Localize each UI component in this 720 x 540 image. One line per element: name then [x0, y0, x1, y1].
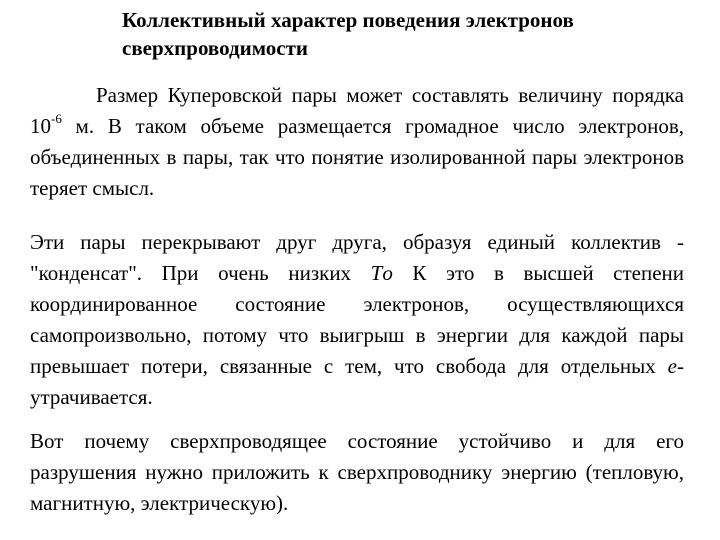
paragraph-cooper-pair-size [30, 80, 684, 204]
paragraph2-text-a: Эти пары перекрывают друг друга, образуя единый коллектив - "конденсат". При очень низких [30, 230, 684, 285]
paragraph-stability: Вот почему сверхпроводящее состояние устойчиво и для его разрушения нужно приложить к сверхпроводнику энергию (тепловую, магнитную, электрическую). [30, 429, 684, 515]
paragraph1-text-a: Размер Куперовской пары может составлять величину порядка 10 [30, 83, 684, 138]
temperature-symbol: Tо [370, 261, 393, 285]
paragraph-condensate [30, 227, 684, 413]
paragraph2-text-b: К это в высшей степени координированное состояние электронов, осуществляющихся самопроизвольно, потому что выигрыш в энергии для каждой пары превышает потери, связанные с тем, что свобода для отдельных [30, 261, 684, 378]
paragraph2-text-c: - утрачивается. [30, 354, 684, 409]
title-line-2: сверхпроводимости [122, 36, 308, 60]
title-line-1: Коллективный характер поведения электронов [122, 8, 574, 32]
slide-title [122, 6, 682, 62]
paragraph1-text-b: м. В таком объеме размещается громадное число электронов, объединенных в пары, так что понятие изолированной пары электронов теряет смысл. [30, 114, 684, 200]
electron-symbol: e [667, 354, 677, 378]
paragraph1-exponent: -6 [51, 111, 62, 126]
